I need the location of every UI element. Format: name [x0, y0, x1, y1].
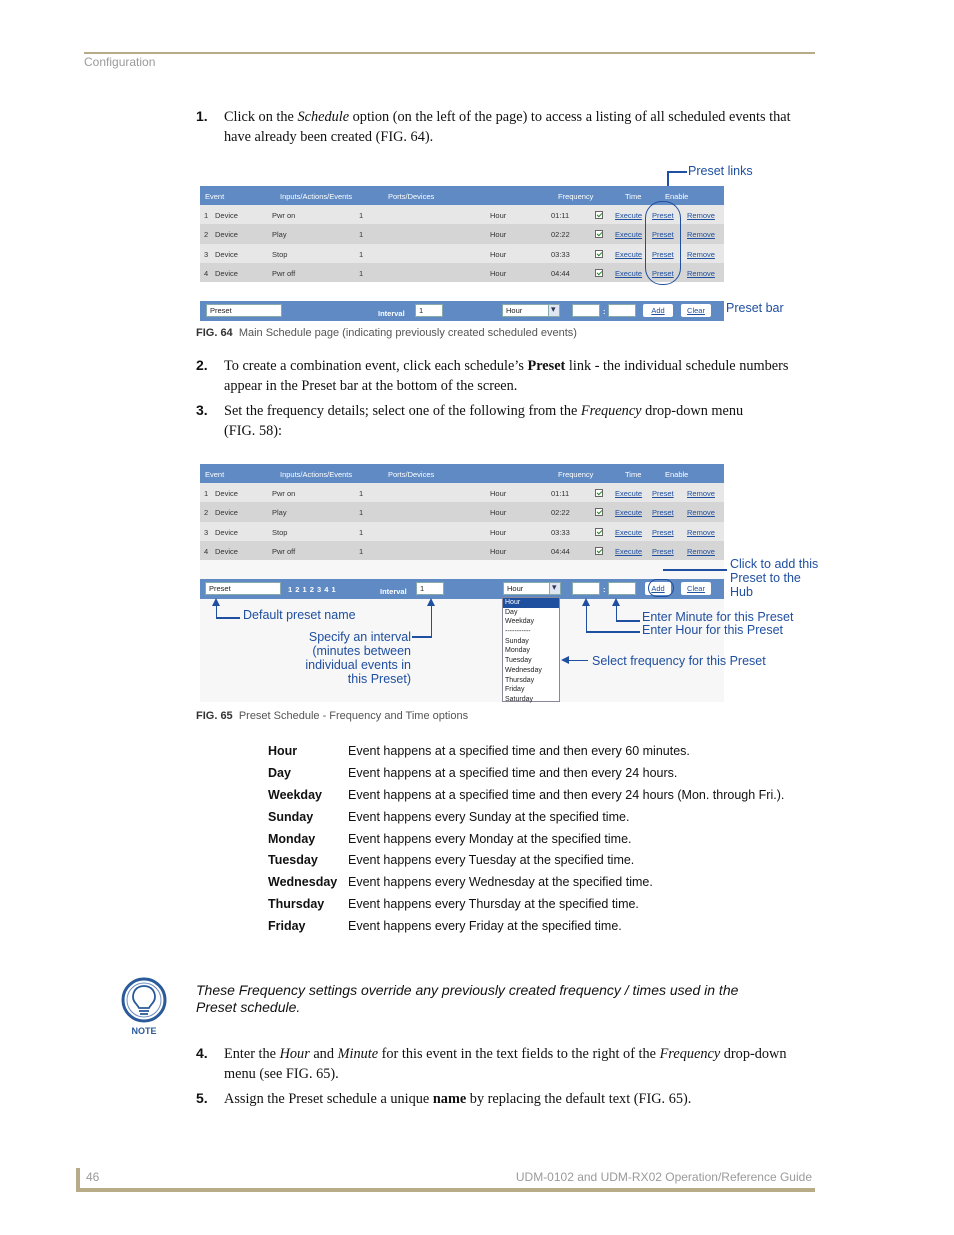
event-frequency: Hour	[490, 249, 507, 259]
step-text: To create a combination event, click each schedule’s Preset link - the individual schedule numbers appear in the Preset bar at the bottom of the screen.	[224, 358, 789, 394]
remove-link[interactable]: Remove	[687, 527, 715, 537]
event-time: 02:22	[551, 230, 570, 240]
frequency-option[interactable]: Sunday	[505, 637, 529, 645]
definition-term: Wednesday	[268, 875, 338, 890]
preset-bar	[200, 301, 724, 321]
enable-checkbox[interactable]	[595, 269, 603, 277]
event-frequency: Hour	[490, 211, 507, 220]
execute-link[interactable]: Execute	[615, 268, 643, 278]
row-number: 3	[204, 249, 209, 259]
schedule-table	[200, 464, 724, 560]
enable-checkbox[interactable]	[595, 508, 603, 516]
page-number: 46	[86, 1170, 100, 1184]
event-action: Pwr off	[272, 546, 296, 556]
row-number: 4	[204, 546, 209, 556]
event-action: Pwr on	[272, 211, 296, 220]
preset-link[interactable]: Preset	[652, 268, 674, 278]
preset-link[interactable]: Preset	[652, 508, 674, 518]
definition-desc: Event happens at a specified time and then every 24 hours.	[348, 765, 678, 780]
enable-checkbox[interactable]	[595, 230, 603, 238]
figure-caption-text: Preset Schedule - Frequency and Time options	[238, 710, 469, 722]
definition-desc: Event happens every Wednesday at the specified time.	[348, 875, 653, 890]
frequency-dropdown-list[interactable]	[502, 597, 560, 702]
add-button[interactable]: Add	[645, 582, 671, 595]
execute-link[interactable]: Execute	[615, 211, 643, 220]
step-text: Enter the Hour and Minute for this event in the text fields to the right of the Frequency drop-down menu (see FIG. 65).	[224, 1046, 787, 1082]
column-header-time: Time	[625, 192, 642, 201]
step-number: 3.	[196, 402, 208, 418]
time-separator: :	[603, 585, 606, 594]
event-port: 1	[359, 489, 364, 498]
step-number: 4.	[196, 1045, 208, 1061]
callout-line	[216, 617, 240, 619]
callout-line	[616, 605, 618, 621]
definition-desc: Event happens every Thursday at the specified time.	[348, 897, 639, 912]
frequency-option[interactable]: -----------	[505, 628, 531, 636]
table-header	[200, 186, 724, 205]
callout-interval: Specify an interval (minutes between individual events in this Preset)	[305, 630, 411, 686]
column-header-frequency: Frequency	[558, 470, 594, 479]
event-type: Device	[215, 249, 238, 259]
preset-bar	[200, 579, 724, 599]
clear-button[interactable]: Clear	[681, 304, 711, 317]
event-port: 1	[359, 546, 364, 556]
figure-caption-text: Main Schedule page (indicating previously created scheduled events)	[238, 327, 577, 339]
chevron-down-icon	[549, 583, 560, 594]
event-frequency: Hour	[490, 268, 507, 278]
frequency-option[interactable]: Saturday	[505, 695, 534, 703]
event-type: Device	[215, 230, 238, 240]
event-port: 1	[359, 230, 364, 240]
interval-label: Interval	[378, 309, 405, 318]
definition-term: Day	[268, 765, 291, 780]
event-frequency: Hour	[490, 230, 507, 240]
definition-desc: Event happens at a specified time and then every 60 minutes.	[348, 744, 690, 758]
note-icon	[118, 976, 170, 1038]
remove-link[interactable]: Remove	[687, 249, 715, 259]
callout-line	[616, 620, 640, 622]
event-action: Pwr off	[272, 268, 296, 278]
event-type: Device	[215, 508, 238, 518]
chevron-down-icon	[548, 305, 559, 316]
event-type: Device	[215, 211, 238, 220]
table-row	[200, 483, 724, 502]
frequency-option[interactable]: Monday	[505, 647, 530, 655]
callout-line	[431, 605, 433, 637]
event-frequency: Hour	[490, 546, 507, 556]
event-type: Device	[215, 527, 238, 537]
callout-preset-links: Preset links	[688, 164, 753, 178]
figure-label: FIG. 65	[196, 710, 233, 722]
note-text: These Frequency settings override any previously created frequency / times used in the Preset schedule.	[196, 982, 739, 1015]
event-frequency: Hour	[490, 508, 507, 518]
column-header-ports: Ports/Devices	[388, 470, 435, 479]
interval-input[interactable]: 1	[416, 582, 444, 595]
column-header-frequency: Frequency	[558, 192, 594, 201]
frequency-option[interactable]: Weekday	[505, 618, 535, 626]
remove-link[interactable]: Remove	[687, 211, 715, 220]
row-number: 3	[204, 527, 209, 537]
preset-link[interactable]: Preset	[652, 489, 674, 498]
event-port: 1	[359, 268, 364, 278]
definition-desc: Event happens every Friday at the specified time.	[348, 919, 622, 934]
event-frequency: Hour	[490, 489, 507, 498]
remove-link[interactable]: Remove	[687, 230, 715, 240]
event-type: Device	[215, 268, 238, 278]
clear-button[interactable]: Clear	[681, 582, 711, 595]
preset-links-highlight	[645, 201, 681, 285]
column-header-enable: Enable	[665, 470, 689, 479]
definition-desc: Event happens every Sunday at the specified time.	[348, 809, 630, 824]
event-type: Device	[215, 546, 238, 556]
note-label: NOTE	[131, 1026, 157, 1036]
column-header-inputs: Inputs/Actions/Events	[280, 470, 353, 479]
column-header-inputs: Inputs/Actions/Events	[280, 192, 353, 201]
definition-desc: Event happens every Tuesday at the specified time.	[348, 853, 635, 868]
minute-input[interactable]	[608, 582, 636, 595]
row-number: 2	[204, 508, 209, 518]
figure-caption	[196, 327, 577, 339]
document-title: UDM-0102 and UDM-RX02 Operation/Reference Guide	[515, 1170, 812, 1184]
frequency-option[interactable]: Tuesday	[505, 657, 532, 665]
row-number: 2	[204, 230, 209, 240]
column-header-ports: Ports/Devices	[388, 192, 435, 201]
definition-term: Hour	[268, 744, 298, 758]
callout-line	[586, 605, 588, 632]
hour-input[interactable]	[572, 582, 600, 595]
definition-term: Monday	[268, 831, 316, 846]
interval-input[interactable]: 1	[415, 304, 443, 317]
frequency-select[interactable]: Hour ▾	[503, 582, 561, 595]
definition-term: Weekday	[268, 787, 322, 802]
section-title: Configuration	[84, 55, 156, 69]
definition-term: Tuesday	[268, 853, 318, 868]
event-time: 01:11	[551, 211, 570, 220]
definition-term: Friday	[268, 919, 306, 934]
figure-label: FIG. 64	[196, 327, 233, 339]
event-port: 1	[359, 211, 364, 220]
table-header	[200, 464, 724, 483]
frequency-option[interactable]: Hour	[503, 598, 559, 608]
add-highlight	[648, 579, 674, 597]
column-header-enable: Enable	[665, 192, 689, 201]
column-header-event: Event	[205, 192, 225, 201]
definition-term: Thursday	[268, 897, 325, 912]
callout-line	[663, 569, 727, 571]
event-time: 04:44	[551, 268, 570, 278]
preset-numbers: 1 2 1 2 3 4 1	[288, 585, 337, 594]
event-port: 1	[359, 249, 364, 259]
remove-link[interactable]: Remove	[687, 268, 715, 278]
step-text: Assign the Preset schedule a unique name by replacing the default text (FIG. 65).	[224, 1091, 692, 1107]
event-time: 04:44	[551, 546, 570, 556]
event-port: 1	[359, 508, 364, 518]
callout-line	[668, 171, 687, 173]
event-action: Stop	[272, 249, 288, 259]
execute-link[interactable]: Execute	[615, 489, 643, 498]
preset-link[interactable]: Preset	[652, 249, 674, 259]
frequency-option[interactable]: Thursday	[505, 676, 535, 684]
event-time: 01:11	[551, 489, 570, 498]
execute-link[interactable]: Execute	[615, 546, 643, 556]
preset-link[interactable]: Preset	[652, 230, 674, 240]
callout-frequency: Select frequency for this Preset	[592, 654, 766, 668]
time-separator: :	[603, 307, 606, 316]
execute-link[interactable]: Execute	[615, 527, 643, 537]
enable-checkbox[interactable]	[595, 211, 603, 219]
event-action: Stop	[272, 527, 288, 537]
event-action: Pwr on	[272, 489, 296, 498]
column-header-time: Time	[625, 470, 642, 479]
callout-line	[586, 631, 640, 633]
header-rule	[84, 52, 815, 54]
event-action: Play	[272, 230, 287, 240]
remove-link[interactable]: Remove	[687, 508, 715, 518]
definition-desc: Event happens every Monday at the specified time.	[348, 831, 632, 846]
definition-desc: Event happens at a specified time and then every 24 hours (Mon. through Fri.).	[348, 787, 785, 802]
column-header-event: Event	[205, 470, 225, 479]
execute-link[interactable]: Execute	[615, 230, 643, 240]
preset-link[interactable]: Preset	[652, 546, 674, 556]
frequency-select[interactable]: Hour ▾	[502, 304, 560, 317]
step-number: 5.	[196, 1090, 208, 1106]
step-number: 2.	[196, 357, 208, 373]
row-number: 1	[204, 489, 209, 498]
event-action: Play	[272, 508, 287, 518]
preset-link[interactable]: Preset	[652, 527, 674, 537]
event-time: 02:22	[551, 508, 570, 518]
footer-rule	[76, 1188, 815, 1192]
table-row	[200, 541, 724, 560]
callout-line	[568, 660, 588, 662]
preset-name-input[interactable]: Preset	[206, 304, 282, 317]
callout-minute: Enter Minute for this Preset	[642, 610, 794, 624]
remove-link[interactable]: Remove	[687, 546, 715, 556]
execute-link[interactable]: Execute	[615, 249, 643, 259]
enable-checkbox[interactable]	[595, 547, 603, 555]
event-time: 03:33	[551, 249, 570, 259]
table-row	[200, 522, 724, 541]
callout-hour: Enter Hour for this Preset	[642, 623, 784, 637]
callout-preset-bar: Preset bar	[726, 301, 784, 315]
preset-link[interactable]: Preset	[652, 211, 674, 220]
event-time: 03:33	[551, 527, 570, 537]
step-number: 1.	[196, 108, 208, 124]
enable-checkbox[interactable]	[595, 250, 603, 258]
minute-input[interactable]	[608, 304, 636, 317]
remove-link[interactable]: Remove	[687, 489, 715, 498]
row-number: 4	[204, 268, 209, 278]
enable-checkbox[interactable]	[595, 489, 603, 497]
enable-checkbox[interactable]	[595, 528, 603, 536]
event-type: Device	[215, 489, 238, 498]
preset-name-input[interactable]: Preset	[205, 582, 281, 595]
add-button[interactable]: Add	[643, 304, 673, 317]
interval-label: Interval	[380, 587, 407, 596]
event-port: 1	[359, 527, 364, 537]
hour-input[interactable]	[572, 304, 600, 317]
row-number: 1	[204, 211, 209, 220]
execute-link[interactable]: Execute	[615, 508, 643, 518]
frequency-option[interactable]: Wednesday	[505, 666, 542, 674]
callout-line	[412, 636, 432, 638]
step-text: Set the frequency details; select one of the following from the Frequency drop-down menu (FIG. 58):	[224, 403, 744, 439]
frequency-option[interactable]: Day	[505, 608, 518, 616]
definition-term: Sunday	[268, 809, 314, 824]
figure-caption	[196, 710, 468, 722]
callout-add: Click to add this Preset to the Hub	[730, 557, 819, 599]
table-row	[200, 502, 724, 521]
event-frequency: Hour	[490, 527, 507, 537]
frequency-option[interactable]: Friday	[505, 686, 525, 694]
callout-default-name: Default preset name	[243, 608, 356, 622]
step-text: Click on the Schedule option (on the left of the page) to access a listing of all scheduled events that have already been created (FIG. 64).	[224, 109, 791, 145]
